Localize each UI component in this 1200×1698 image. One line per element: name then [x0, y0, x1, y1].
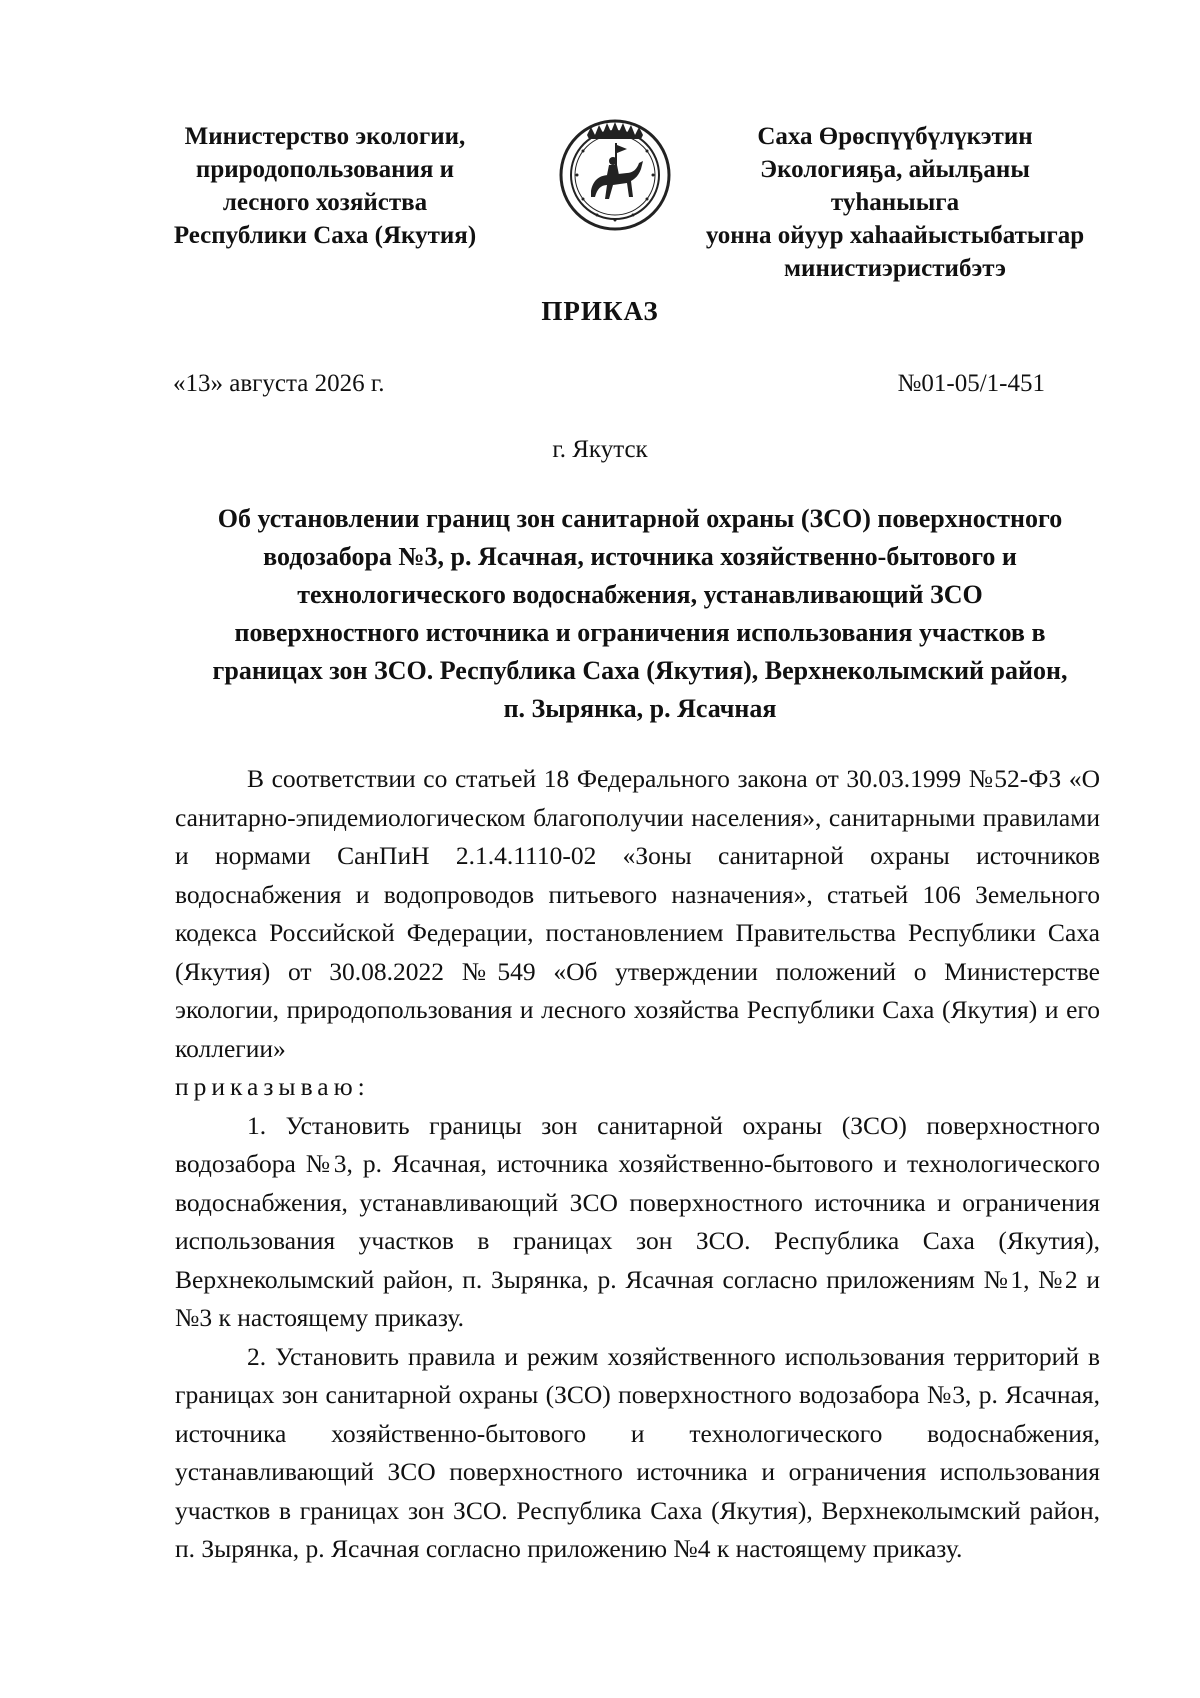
order-date: «13» августа 2026 г.	[173, 370, 385, 397]
subject-line: п. Зырянка, р. Ясачная	[503, 694, 777, 723]
ministry-name-russian	[160, 120, 490, 252]
order-item-1: 1. Установить границы зон санитарной охраны (ЗСО) поверхностного водозабора №3, р. Ясачная, источника хозяйственно-бытового и технологического водоснабжения, устанавливающий ЗСО поверхностного источника и ограничения использования участков в границах зон ЗСО. Республика Саха (Якутия), Верхнеколымский район, п. Зырянка, р. Ясачная согласно приложениям №1, №2 и №3 к настоящему приказу.	[175, 1110, 1100, 1332]
ministry-sakha-line: Саха Өрөспүүбүлүкэтин	[757, 123, 1033, 150]
order-city: г. Якутск	[552, 436, 648, 463]
subject-line: поверхностного источника и ограничения использования участков в	[234, 618, 1046, 647]
order-item-2: 2. Установить правила и режим хозяйственного использования территорий в границах зон санитарной охраны (ЗСО) поверхностного водозабора №3, р. Ясачная, источника хозяйственно-бытового и технологического водоснабжения, устанавливающий ЗСО поверхностного источника и ограничения использования участков в границах зон ЗСО. Республика Саха (Якутия), Верхнеколымский район, п. Зырянка, р. Ясачная согласно приложению №4 к настоящему приказу.	[175, 1341, 1100, 1563]
ministry-sakha-line: министиэристибэтэ	[784, 255, 1006, 282]
preamble-paragraph: В соответствии со статьей 18 Федерального закона от 30.03.1999 №52-ФЗ «О санитарно-эпидемиологическом благополучии населения», санитарными правилами и нормами СанПиН 2.1.4.1110-02 «Зоны санитарной охраны источников водоснабжения и водопроводов питьевого назначения», статьей 106 Земельного кодекса Российской Федерации, постановлением Правительства Республики Саха (Якутия) от 30.08.2022 №549 «Об утверждении положений о Министерстве экологии, природопользования и лесного хозяйства Республики Саха (Якутия) и его коллегии»	[175, 764, 1100, 1063]
order-number: №01-05/1-451	[897, 370, 1045, 397]
coat-of-arms-emblem-icon	[557, 117, 673, 233]
order-title: ПРИКАЗ	[541, 296, 659, 326]
subject-line: Об установлении границ зон санитарной охраны (ЗСО) поверхностного	[217, 504, 1063, 533]
subject-line: границах зон ЗСО. Республика Саха (Якутия), Верхнеколымский район,	[212, 656, 1068, 685]
subject-line: технологического водоснабжения, устанавливающий ЗСО	[297, 580, 983, 609]
ministry-name-sakha	[700, 120, 1090, 285]
order-body	[175, 760, 1100, 1569]
order-word: приказываю:	[175, 1072, 370, 1101]
subject-line: водозабора №3, р. Ясачная, источника хозяйственно-бытового и	[263, 542, 1017, 571]
ministry-ru-line: Республики Саха (Якутия)	[173, 222, 477, 249]
order-subject	[175, 500, 1105, 728]
ministry-ru-line: Министерство экологии,	[184, 123, 466, 150]
ministry-ru-line: природопользования и	[195, 156, 455, 183]
ministry-sakha-line: уонна ойуур хаһаайыстыбатыгар	[705, 222, 1085, 249]
ministry-ru-line: лесного хозяйства	[222, 189, 428, 216]
ministry-sakha-line: Экологияҕа, айылҕаны туһаныыга	[760, 156, 1030, 216]
